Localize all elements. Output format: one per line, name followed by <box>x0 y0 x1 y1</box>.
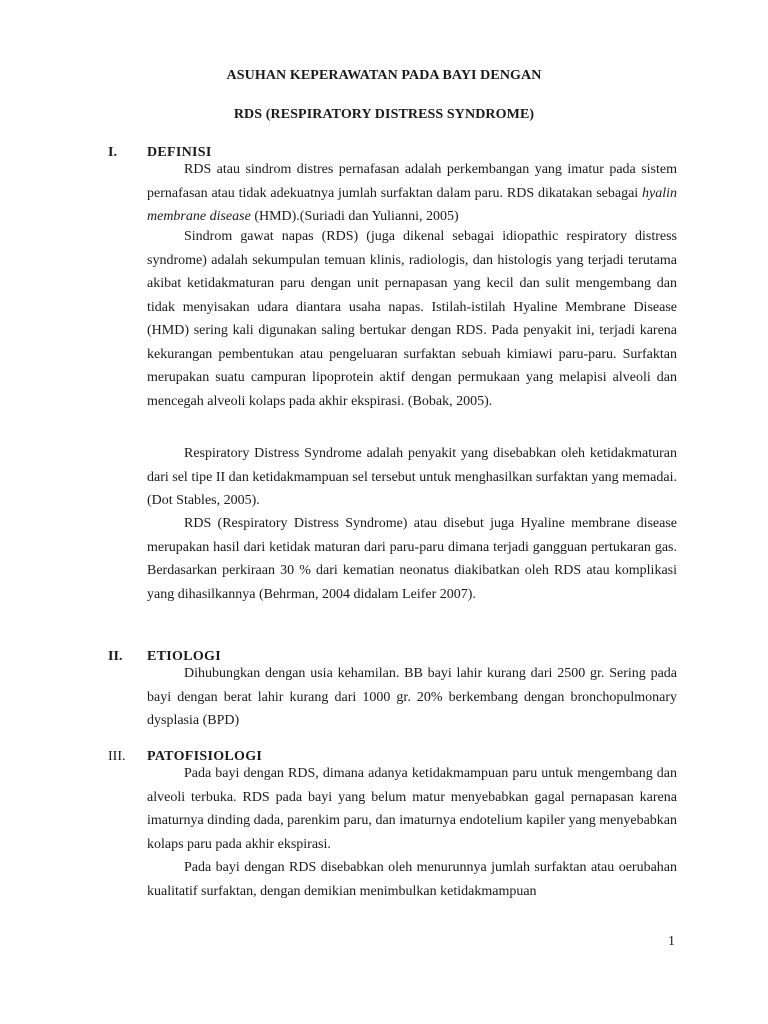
section-2-title: ETIOLOGI <box>147 649 221 664</box>
section-3-number: III. <box>108 749 126 764</box>
section-1-title: DEFINISI <box>147 145 212 160</box>
section-1-paragraph-2: Sindrom gawat napas (RDS) (juga dikenal sebagai idiopathic respiratory distress syndrome) adalah sekumpulan temuan klinis, radiologis, dan histologis yang terjadi terutama akibat ketidakmaturan paru dengan unit pernapasan yang kecil dan sulit mengembang dan tidak menyisakan udara diantara usaha napas. Istilah-istilah Hyaline Membrane Disease (HMD) sering kali digunakan saling bertukar dengan RDS. Pada penyakit ini, terjadi karena kekurangan pembentukan atau pengeluaran surfaktan sebuah kimiawi paru-paru. Surfaktan merupakan suatu campuran lipoprotein aktif dengan permukaan yang melapisi alveoli dan mencegah alveoli kolaps pada akhir ekspirasi. (Bobak, 2005). <box>147 229 677 409</box>
paragraph-text: RDS atau sindrom distres pernafasan adalah perkembangan yang imatur pada sistem pernafasan atau tidak adekuatnya jumlah surfaktan dalam paru. RDS dikatakan sebagai <box>147 162 677 201</box>
section-1-number: I. <box>108 145 117 160</box>
section-1-paragraph-1 <box>147 158 677 229</box>
section-2-paragraph-1: Dihubungkan dengan usia kehamilan. BB bayi lahir kurang dari 2500 gr. Sering pada bayi dengan berat lahir kurang dari 1000 gr. 20% berkembang dengan bronchopulmonary dysplasia (BPD) <box>147 666 677 728</box>
document-title-line-2: RDS (RESPIRATORY DISTRESS SYNDROME) <box>233 107 535 122</box>
section-2-number: II. <box>108 649 123 664</box>
document-title-line-1: ASUHAN KEPERAWATAN PADA BAYI DENGAN <box>226 68 542 83</box>
section-1-paragraph-4: RDS (Respiratory Distress Syndrome) atau disebut juga Hyaline membrane disease merupakan hasil dari ketidak maturan dari paru-paru dimana terjadi gangguan pertukaran gas. Berdasarkan perkiraan 30 % dari kematian neonatus diakibatkan oleh RDS atau komplikasi yang dihasilkannya (Behrman, 2004 didalam Leifer 2007). <box>147 516 677 602</box>
page-number: 1 <box>668 934 675 949</box>
section-3-paragraph-2: Pada bayi dengan RDS disebabkan oleh menurunnya jumlah surfaktan atau oerubahan kualitatif surfaktan, dengan demikian menimbulkan ketidakmampuan <box>147 860 677 899</box>
section-3-paragraph-1: Pada bayi dengan RDS, dimana adanya ketidakmampuan paru untuk mengembang dan alveoli terbuka. RDS pada bayi yang belum matur menyebabkan gagal pernapasan karena imaturnya dinding dada, parenkim paru, dan imaturnya endotelium kapiler yang menyebabkan kolaps paru pada akhir ekspirasi. <box>147 766 677 852</box>
italic-term: hyalin membrane disease <box>147 185 677 224</box>
section-1-paragraph-3: Respiratory Distress Syndrome adalah penyakit yang disebabkan oleh ketidakmaturan dari sel tipe II dan ketidakmampuan sel tersebut untuk menghasilkan surfaktan yang memadai. (Dot Stables, 2005). <box>147 446 677 508</box>
section-3-title: PATOFISIOLOGI <box>147 749 263 764</box>
paragraph-text: (HMD).(Suriadi dan Yulianni, 2005) <box>250 209 459 224</box>
